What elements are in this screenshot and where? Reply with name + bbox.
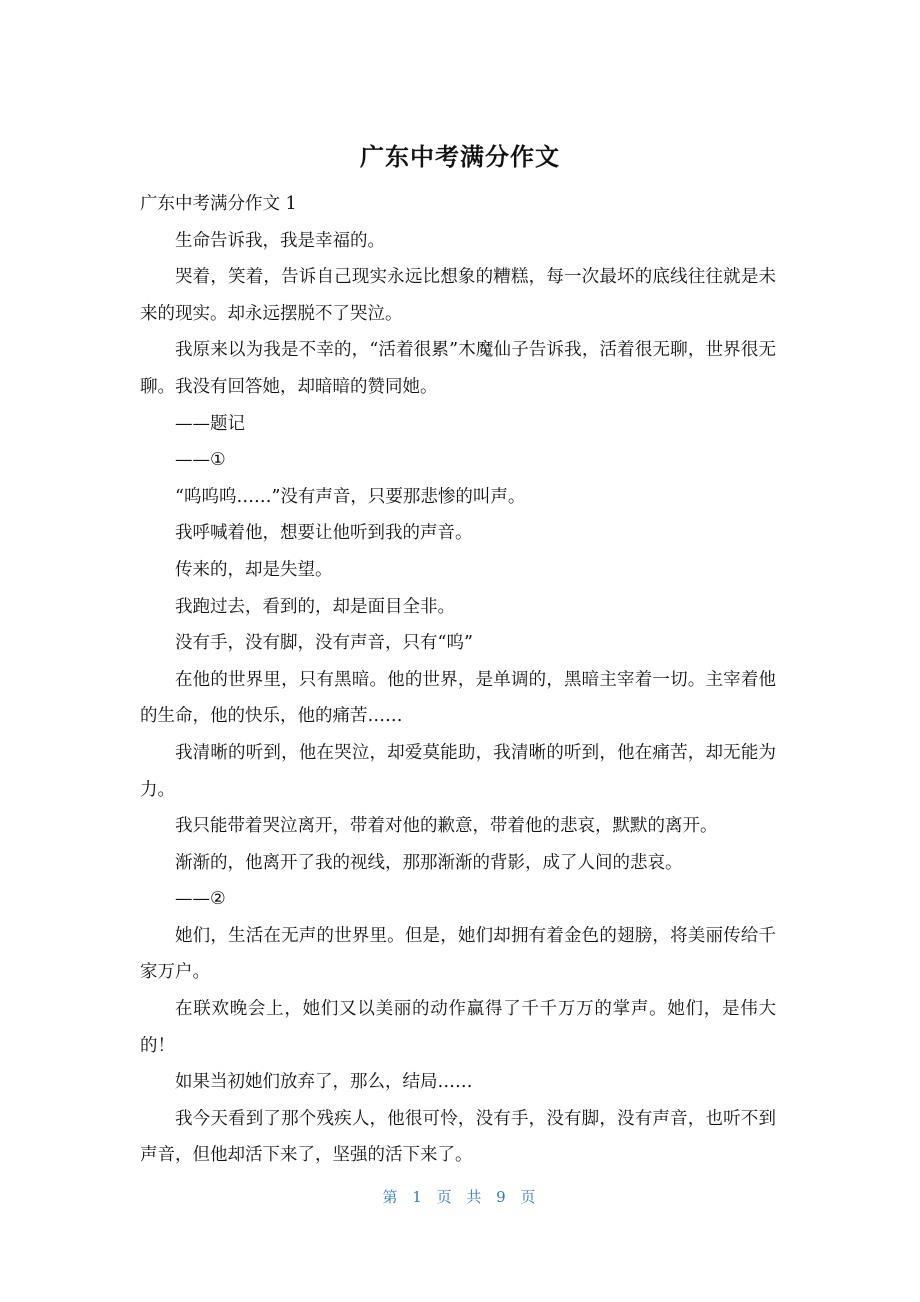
paragraph: 在联欢晚会上，她们又以美丽的动作赢得了千千万万的掌声。她们，是伟大的！	[140, 999, 776, 1056]
paragraph: 我今天看到了那个残疾人，他很可怜，没有手，没有脚，没有声音，也听不到声音，但他却活下来了，坚强的活下来了。	[140, 1108, 776, 1166]
paragraph: 我清晰的听到，他在哭泣，却爱莫能助，我清晰的听到，他在痛苦，却无能为力。	[140, 742, 776, 800]
paragraph: 我原来以为我是不幸的，“活着很累”木魔仙子告诉我，活着很无聊，世界很无聊。我没有回答她，却暗暗的赞同她。	[140, 340, 776, 397]
document-subtitle: 广东中考满分作文 1	[140, 194, 297, 214]
paragraph: 在他的世界里，只有黑暗。他的世界，是单调的，黑暗主宰着一切。主宰着他的生命，他的快乐，他的痛苦……	[140, 669, 776, 727]
document-body	[140, 186, 776, 1174]
paragraph: 她们，生活在无声的世界里。但是，她们却拥有着金色的翅膀，将美丽传给千家万户。	[140, 925, 776, 983]
paragraph: ——②	[175, 889, 226, 910]
paragraph: 我只能带着哭泣离开，带着对他的歉意，带着他的悲哀，默默的离开。	[175, 816, 718, 837]
paragraph: 生命告诉我，我是幸福的。	[175, 230, 385, 251]
paragraph: 如果当初她们放弃了，那么，结局……	[175, 1072, 473, 1093]
paragraph: 渐渐的，他离开了我的视线，那那渐渐的背影，成了人间的悲哀。	[175, 852, 683, 873]
paragraph: 没有手，没有脚，没有声音，只有“呜”	[175, 633, 473, 654]
paragraph: 我跑过去，看到的，却是面目全非。	[175, 596, 455, 617]
document-title: 广东中考满分作文	[360, 143, 560, 171]
paragraph: 哭着，笑着，告诉自己现实永远比想象的糟糕，每一次最坏的底线往往就是未来的现实。却永远摆脱不了哭泣。	[140, 267, 776, 324]
paragraph: 传来的，却是失望。	[175, 559, 333, 580]
paragraph: “呜呜呜……”没有声音，只要那悲惨的叫声。	[175, 486, 526, 507]
page-number-footer: 第 1 页 共 9 页	[382, 1188, 538, 1206]
paragraph: ——①	[175, 450, 226, 471]
paragraph: 我呼喊着他，想要让他听到我的声音。	[175, 523, 473, 544]
paragraph: ——题记	[175, 413, 245, 434]
